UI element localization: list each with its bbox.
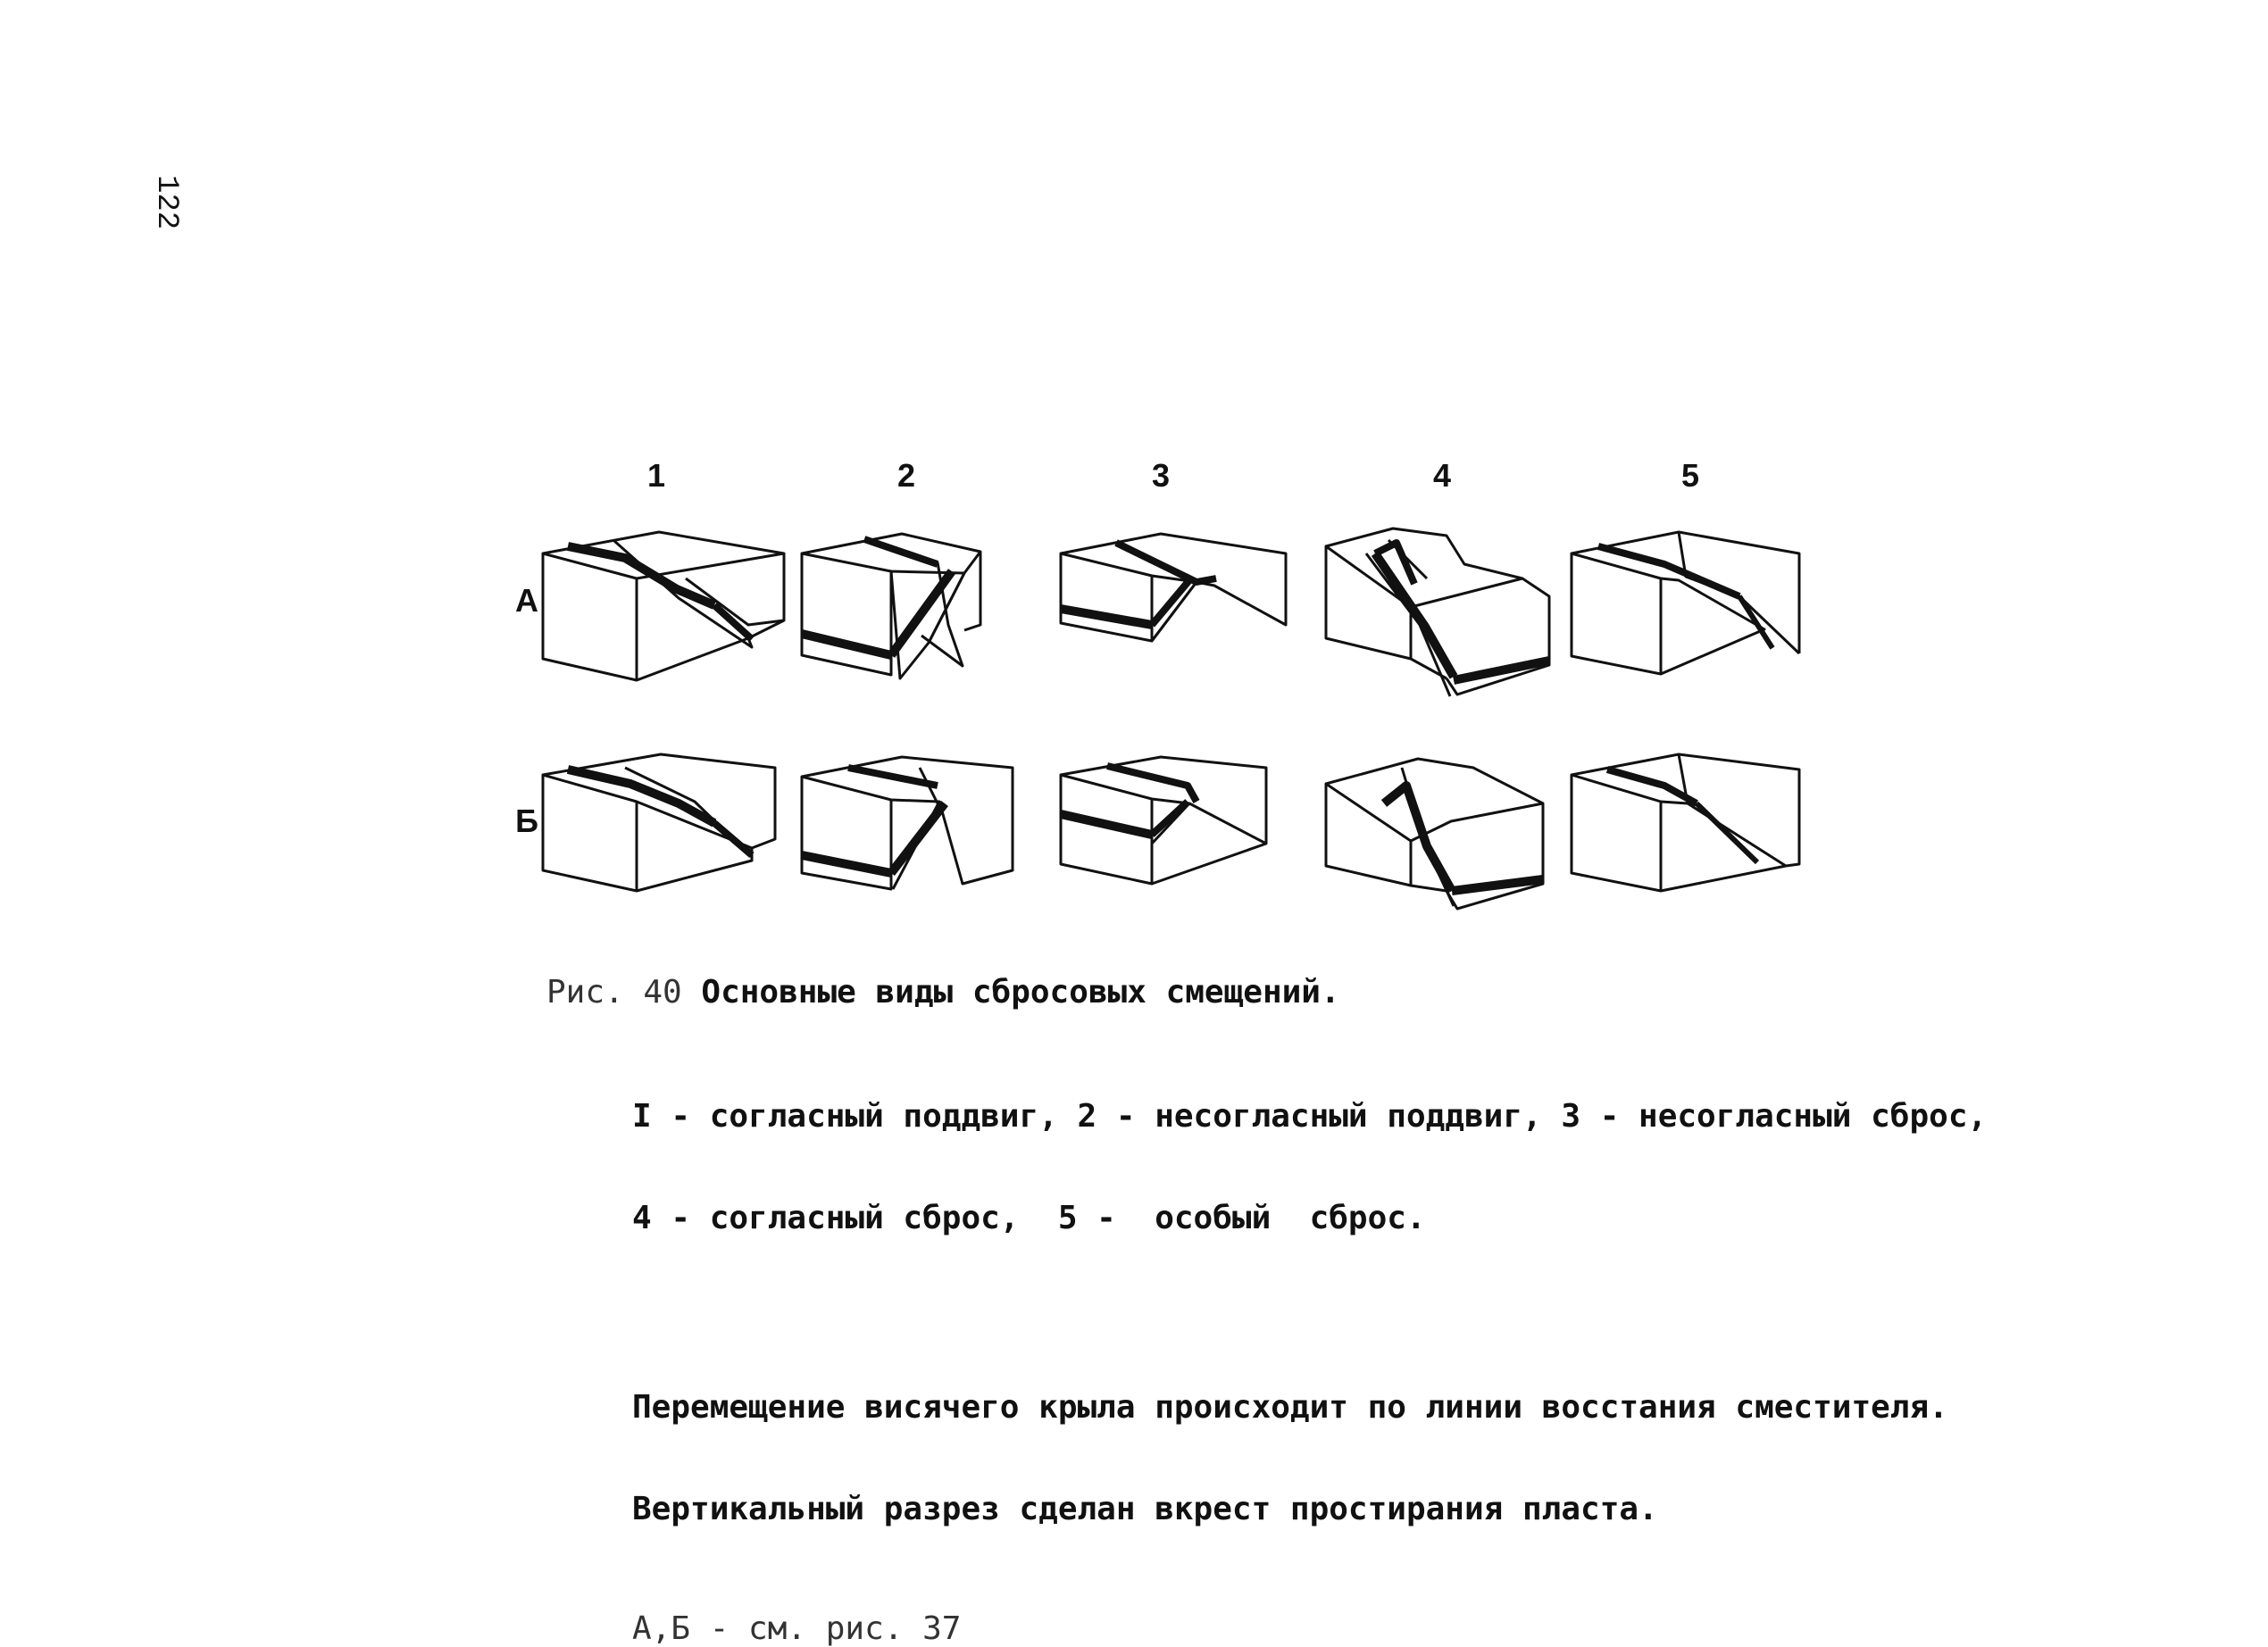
row-label-b: Б	[515, 803, 538, 839]
legend-line-2: 4 - согласный сброс, 5 - особый сброс.	[632, 1200, 1426, 1236]
figure-caption	[546, 973, 1988, 1647]
block-diagram-b3	[1061, 757, 1266, 884]
row-label-a: А	[515, 582, 538, 619]
column-label-4: 4	[1432, 457, 1452, 494]
block-diagram-a3	[1061, 534, 1286, 641]
block-diagram-b1	[543, 754, 775, 891]
caption-note	[632, 1323, 1975, 1594]
block-diagram-a2	[802, 534, 980, 678]
block-diagram-a5	[1572, 532, 1799, 674]
block-diagram-b4	[1326, 759, 1543, 909]
column-label-2: 2	[896, 457, 916, 494]
column-label-5: 5	[1680, 457, 1700, 494]
note-line-2: Вертикальный разрез сделан вкрест простирания пласта.	[632, 1491, 1658, 1527]
page-number: 122	[149, 175, 183, 230]
block-diagram-b5	[1572, 754, 1799, 891]
caption-title-line	[546, 973, 1975, 1012]
caption-title: Основные виды сбросовых смещений.	[701, 974, 1340, 1011]
block-diagram-a1	[543, 532, 784, 680]
column-label-3: 3	[1151, 457, 1171, 494]
caption-legend	[632, 1032, 1988, 1303]
block-diagram-b2	[802, 757, 1013, 889]
block-diagram-a4	[1326, 528, 1549, 696]
caption-prefix: Рис. 40	[546, 974, 682, 1011]
legend-line-1: I - согласный поддвиг, 2 - несогласный поддвиг, 3 - несогласный сброс,	[632, 1098, 1988, 1135]
note-line-1: Перемещение висячего крыла происходит по линии восстания сместителя.	[632, 1389, 1948, 1426]
caption-reference: А,Б - см. рис. 37	[632, 1610, 962, 1647]
column-label-1: 1	[646, 457, 666, 494]
